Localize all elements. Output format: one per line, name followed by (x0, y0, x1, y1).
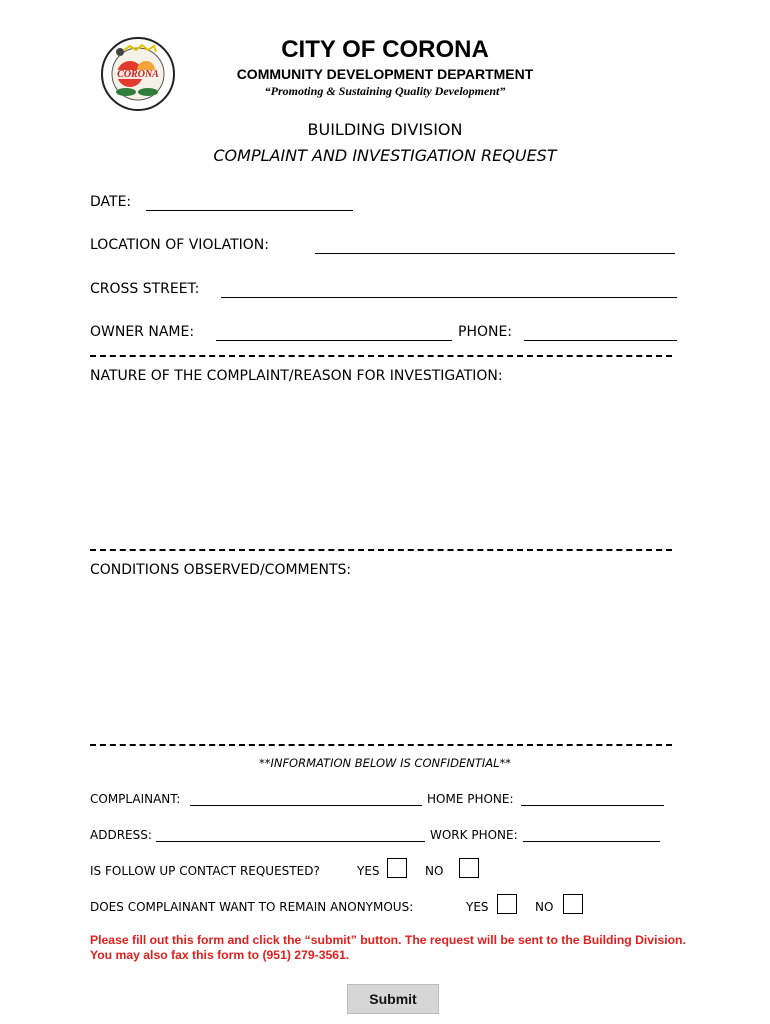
conditions-textarea[interactable] (90, 586, 676, 740)
owner-name-label: OWNER NAME: (90, 324, 195, 340)
section-divider (90, 355, 672, 357)
section-divider (90, 549, 672, 551)
work-phone-field[interactable] (523, 841, 660, 842)
anonymous-yes-label: YES (466, 900, 489, 914)
section-divider (90, 744, 672, 746)
followup-yes-label: YES (357, 864, 380, 878)
nature-textarea[interactable] (90, 392, 676, 544)
anonymous-label: DOES COMPLAINANT WANT TO REMAIN ANONYMOUS: (90, 900, 414, 914)
date-label: DATE: (90, 194, 132, 210)
phone-label: PHONE: (458, 324, 513, 340)
cross-street-field[interactable] (221, 297, 677, 298)
followup-yes-checkbox[interactable] (387, 858, 407, 878)
department-title: COMMUNITY DEVELOPMENT DEPARTMENT (236, 66, 534, 82)
cross-street-label: CROSS STREET: (90, 281, 200, 297)
home-phone-field[interactable] (521, 805, 664, 806)
anonymous-yes-checkbox[interactable] (497, 894, 517, 914)
address-label: ADDRESS: (90, 828, 152, 842)
department-slogan: “Promoting & Sustaining Quality Development” (264, 84, 506, 98)
followup-no-label: NO (425, 864, 444, 878)
home-phone-label: HOME PHONE: (427, 792, 514, 806)
conditions-label: CONDITIONS OBSERVED/COMMENTS: (90, 562, 352, 578)
location-field[interactable] (315, 253, 675, 254)
date-field[interactable] (146, 210, 353, 211)
form-title: COMPLAINT AND INVESTIGATION REQUEST (213, 146, 557, 165)
phone-field[interactable] (524, 340, 677, 341)
logo-text: CORONA (117, 69, 159, 80)
city-title: CITY OF CORONA (281, 36, 489, 63)
submit-button[interactable]: Submit (347, 984, 439, 1014)
followup-no-checkbox[interactable] (459, 858, 479, 878)
followup-label: IS FOLLOW UP CONTACT REQUESTED? (90, 864, 320, 878)
work-phone-label: WORK PHONE: (430, 828, 518, 842)
anonymous-no-label: NO (535, 900, 554, 914)
complainant-field[interactable] (190, 805, 422, 806)
anonymous-no-checkbox[interactable] (563, 894, 583, 914)
nature-label: NATURE OF THE COMPLAINT/REASON FOR INVESTIGATION: (90, 368, 503, 384)
location-label: LOCATION OF VIOLATION: (90, 237, 269, 253)
address-field[interactable] (156, 841, 425, 842)
confidential-heading: **INFORMATION BELOW IS CONFIDENTIAL** (258, 756, 512, 770)
owner-name-field[interactable] (216, 340, 452, 341)
submission-notice: Please fill out this form and click the “submit” button. The request will be sent to the Building Division. You may also fax this form to (951) 279-3561. (90, 933, 686, 962)
division-title: BUILDING DIVISION (307, 120, 463, 139)
complainant-label: COMPLAINANT: (90, 792, 181, 806)
